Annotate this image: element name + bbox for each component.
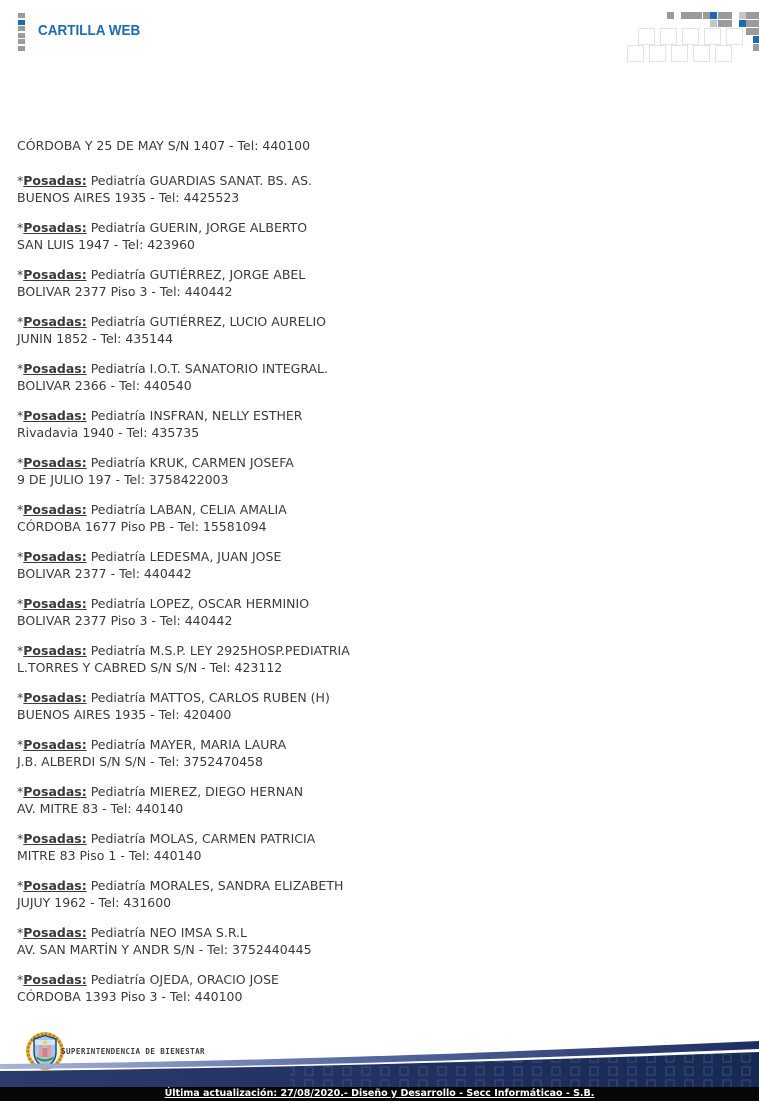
update-status-bar <box>0 1087 759 1101</box>
directory-entry <box>17 313 727 347</box>
entry-specialty-name: Pediatría MORALES, SANDRA ELIZABETH <box>90 878 344 893</box>
entry-asterisk: * <box>17 173 24 188</box>
entry-asterisk: * <box>17 549 24 564</box>
entry-asterisk: * <box>17 737 24 752</box>
entry-asterisk: * <box>17 408 24 423</box>
entry-address: BOLIVAR 2377 Piso 3 - Tel: 440442 <box>17 613 233 628</box>
entry-city-label: Posadas: <box>23 408 87 423</box>
entry-city-label: Posadas: <box>23 972 87 987</box>
entry-continuation-address: CÓRDOBA Y 25 DE MAY S/N 1407 - Tel: 440100 <box>17 138 311 153</box>
entry-city-label: Posadas: <box>23 314 87 329</box>
entry-address: CÓRDOBA 1677 Piso PB - Tel: 15581094 <box>17 519 267 534</box>
entry-specialty-name: Pediatría INSFRAN, NELLY ESTHER <box>90 408 303 423</box>
entry-address: BUENOS AIRES 1935 - Tel: 420400 <box>17 707 232 722</box>
footer-org-name: SUPERINTENDENCIA DE BIENESTAR <box>61 1047 205 1056</box>
entry-address: BOLIVAR 2377 - Tel: 440442 <box>17 566 192 581</box>
entry-city-label: Posadas: <box>23 643 87 658</box>
directory-entry <box>17 219 727 253</box>
directory-entry <box>17 689 727 723</box>
directory-entry <box>17 266 727 300</box>
entry-asterisk: * <box>17 502 24 517</box>
directory-entry <box>17 454 727 488</box>
entry-city-label: Posadas: <box>23 690 87 705</box>
footer-swoosh-decoration <box>0 1040 759 1087</box>
entry-city-label: Posadas: <box>23 455 87 470</box>
entry-specialty-name: Pediatría MAYER, MARIA LAURA <box>90 737 287 752</box>
directory-entry <box>17 877 727 911</box>
directory-entry <box>17 642 727 676</box>
entry-city-label: Posadas: <box>23 361 87 376</box>
entry-city-label: Posadas: <box>23 596 87 611</box>
entry-specialty-name: Pediatría MIEREZ, DIEGO HERNAN <box>90 784 304 799</box>
directory-entry <box>17 736 727 770</box>
directory-entry <box>17 360 727 394</box>
entry-specialty-name: Pediatría GUARDIAS SANAT. BS. AS. <box>90 173 312 188</box>
entry-address: AV. SAN MARTÍN Y ANDR S/N - Tel: 3752440445 <box>17 942 312 957</box>
entry-address: JUNIN 1852 - Tel: 435144 <box>17 331 174 346</box>
entry-address: CÓRDOBA 1393 Piso 3 - Tel: 440100 <box>17 989 243 1004</box>
directory-list <box>17 137 727 1018</box>
entry-address: BOLIVAR 2377 Piso 3 - Tel: 440442 <box>17 284 233 299</box>
directory-entry <box>17 924 727 958</box>
entry-asterisk: * <box>17 878 24 893</box>
entry-address: BOLIVAR 2366 - Tel: 440540 <box>17 378 192 393</box>
update-status-text: Última actualización: 27/08/2020.- Diseño y Desarrollo - Secc Informáticao - S.B. <box>164 1088 595 1099</box>
entry-city-label: Posadas: <box>23 737 87 752</box>
entry-address: BUENOS AIRES 1935 - Tel: 4425523 <box>17 190 240 205</box>
entry-asterisk: * <box>17 643 24 658</box>
entry-address: Rivadavia 1940 - Tel: 435735 <box>17 425 200 440</box>
entry-asterisk: * <box>17 220 24 235</box>
entry-asterisk: * <box>17 784 24 799</box>
entry-address: JUJUY 1962 - Tel: 431600 <box>17 895 172 910</box>
entry-city-label: Posadas: <box>23 878 87 893</box>
entry-asterisk: * <box>17 690 24 705</box>
entry-city-label: Posadas: <box>23 220 87 235</box>
entry-asterisk: * <box>17 314 24 329</box>
entry-specialty-name: Pediatría MOLAS, CARMEN PATRICIA <box>90 831 316 846</box>
page-header <box>0 0 759 62</box>
entry-address: AV. MITRE 83 - Tel: 440140 <box>17 801 184 816</box>
entry-specialty-name: Pediatría M.S.P. LEY 2925HOSP.PEDIATRIA <box>90 643 350 658</box>
brand-squares-icon <box>18 13 25 52</box>
entry-city-label: Posadas: <box>23 784 87 799</box>
entry-address: 9 DE JULIO 197 - Tel: 3758422003 <box>17 472 229 487</box>
entry-city-label: Posadas: <box>23 831 87 846</box>
directory-entry <box>17 971 727 1005</box>
entry-specialty-name: Pediatría I.O.T. SANATORIO INTEGRAL. <box>90 361 328 376</box>
entry-specialty-name: Pediatría GUERIN, JORGE ALBERTO <box>90 220 308 235</box>
entry-city-label: Posadas: <box>23 549 87 564</box>
entry-address: MITRE 83 Piso 1 - Tel: 440140 <box>17 848 202 863</box>
entry-specialty-name: Pediatría KRUK, CARMEN JOSEFA <box>90 455 294 470</box>
entry-asterisk: * <box>17 455 24 470</box>
entry-asterisk: * <box>17 831 24 846</box>
directory-entry <box>17 407 727 441</box>
entry-specialty-name: Pediatría OJEDA, ORACIO JOSE <box>90 972 279 987</box>
entry-address: SAN LUIS 1947 - Tel: 423960 <box>17 237 195 252</box>
site-title: CARTILLA WEB <box>38 22 141 39</box>
entry-asterisk: * <box>17 972 24 987</box>
entry-city-label: Posadas: <box>23 925 87 940</box>
entry-specialty-name: Pediatría GUTIÉRREZ, LUCIO AURELIO <box>90 314 327 329</box>
entry-specialty-name: Pediatría LEDESMA, JUAN JOSE <box>90 549 282 564</box>
entry-asterisk: * <box>17 925 24 940</box>
entry-specialty-name: Pediatría MATTOS, CARLOS RUBEN (H) <box>90 690 330 705</box>
directory-entry <box>17 501 727 535</box>
entry-city-label: Posadas: <box>23 267 87 282</box>
entry-city-label: Posadas: <box>23 173 87 188</box>
directory-entry <box>17 830 727 864</box>
entry-address: L.TORRES Y CABRED S/N S/N - Tel: 423112 <box>17 660 283 675</box>
entry-specialty-name: Pediatría GUTIÉRREZ, JORGE ABEL <box>90 267 306 282</box>
entry-specialty-name: Pediatría LOPEZ, OSCAR HERMINIO <box>90 596 310 611</box>
directory-entry <box>17 595 727 629</box>
directory-entry <box>17 783 727 817</box>
entry-specialty-name: Pediatría NEO IMSA S.R.L <box>90 925 247 940</box>
entry-asterisk: * <box>17 361 24 376</box>
entry-city-label: Posadas: <box>23 502 87 517</box>
entry-address: J.B. ALBERDI S/N S/N - Tel: 3752470458 <box>17 754 263 769</box>
entry-asterisk: * <box>17 596 24 611</box>
directory-entry <box>17 548 727 582</box>
directory-entry <box>17 172 727 206</box>
entry-specialty-name: Pediatría LABAN, CELIA AMALIA <box>90 502 287 517</box>
entry-asterisk: * <box>17 267 24 282</box>
